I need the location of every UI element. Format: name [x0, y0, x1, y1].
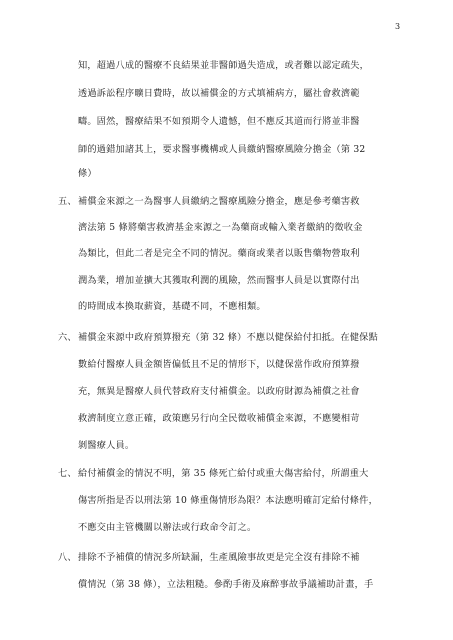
list-marker: 五、: [58, 196, 77, 207]
list-marker: 七、: [58, 468, 77, 479]
paragraph-line: 排除不予補償的情況多所缺漏，生產風險事故更是完全沒有排除不補: [78, 552, 360, 563]
paragraph-line: 濟法第 5 條將藥害救濟基金來源之一為藥商或輸入業者繳納的徵收金: [78, 222, 363, 233]
paragraph-line: 知，超過八成的醫療不良結果並非醫師過失造成，或者難以認定疏失，: [78, 60, 370, 71]
paragraph-line: 救濟制度立意正確，政策應另行向全民徵收補償金來源，不應變相苛: [78, 413, 360, 424]
paragraph-line: 給付補償金的情況不明，第 35 條死亡給付或重大傷害給付，所謂重大: [78, 468, 369, 479]
paragraph-line: 的時間成本換取薪資，基礎不同，不應相類。: [78, 301, 266, 312]
paragraph-line: 剝醫療人員。: [78, 440, 135, 451]
paragraph-line: 潤為業，增加並擴大其獲取利潤的風險，然而醫事人員是以實際付出: [78, 275, 360, 286]
paragraph-line: 補償金來源之一為醫事人員繳納之醫療風險分擔金，應是參考藥害救: [78, 196, 360, 207]
list-marker: 八、: [58, 552, 77, 563]
paragraph-line: 數給付醫療人員金額皆偏低且不足的情形下，以健保當作政府預算撥: [78, 359, 360, 370]
paragraph-line: 透過訴訟程序曠日費時，故以補償金的方式填補病方，屬社會救濟範: [78, 88, 360, 99]
page-number: 3: [395, 22, 401, 31]
paragraph-line: 條）: [78, 168, 97, 179]
paragraph-line: 傷害所指是否以刑法第 10 條重傷情形為限？本法應明確訂定給付條件，: [78, 495, 378, 506]
paragraph-line: 為類比，但此二者是完全不同的情況。藥商或業者以販售藥物營取利: [78, 248, 360, 259]
paragraph-line: 疇。固然，醫療結果不如預期令人遺憾，但不應反其道而行將並非醫: [78, 116, 360, 127]
paragraph-line: 師的過錯加諸其上，要求醫事機構或人員繳納醫療風險分擔金（第 32: [78, 144, 366, 155]
paragraph-line: 償情況（第 38 條），立法粗糙。參酌手術及麻醉事故爭議補助計畫，手: [78, 579, 374, 590]
paragraph-line: 充，無異是醫療人員代替政府支付補償金。以政府財源為補償之社會: [78, 386, 360, 397]
paragraph-line: 補償金來源中政府預算撥充（第 32 條）不應以健保給付扣抵。在健保點: [78, 332, 378, 343]
list-marker: 六、: [58, 332, 77, 343]
paragraph-line: 不應交由主管機關以辦法或行政命令訂之。: [78, 522, 257, 533]
